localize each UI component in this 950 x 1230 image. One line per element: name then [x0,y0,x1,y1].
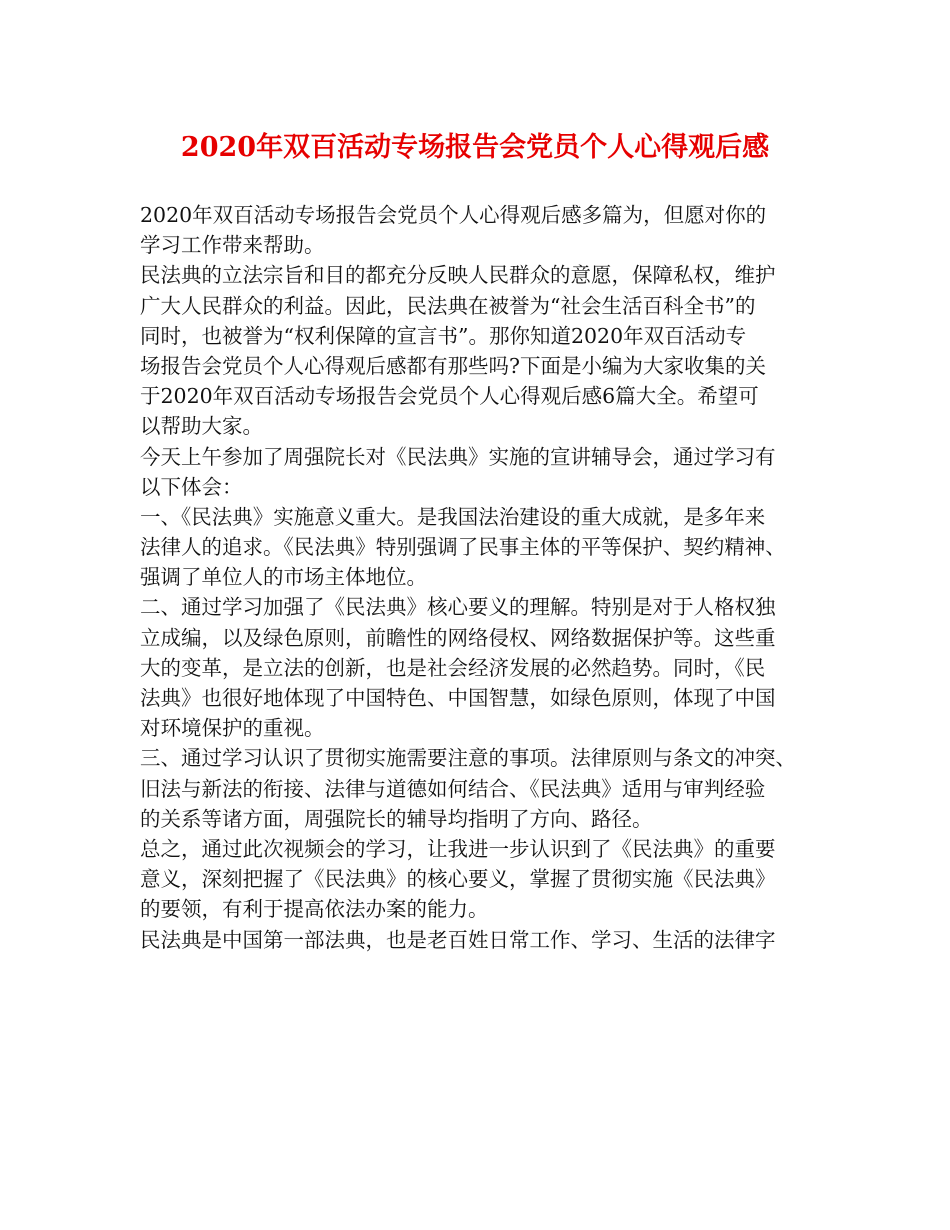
document-title: 2020年双百活动专场报告会党员个人心得观后感 [180,132,770,163]
body-line: 意义，深刻把握了《民法典》的核心要义，掌握了贯彻实施《民法典》 [140,867,776,892]
body-line: 强调了单位人的市场主体地位。 [140,565,427,590]
body-line: 法典》也很好地体现了中国特色、中国智慧，如绿色原则，体现了中国 [140,686,776,710]
body-line: 大的变革，是立法的创新，也是社会经济发展的必然趋势。同时，《民 [140,655,766,680]
body-line: 学习工作带来帮助。 [140,233,325,258]
body-line: 今天上午参加了周强院长对《民法典》实施的宣讲辅导会，通过学习有 [140,444,776,469]
body-line: 2020年双百活动专场报告会党员个人心得观后感多篇为，但愿对你的 [140,203,767,227]
body-line: 三、通过学习认识了贯彻实施需要注意的事项。法律原则与条文的冲突、 [140,746,796,771]
body-line: 以帮助大家。 [140,414,263,439]
body-line: 民法典是中国第一部法典，也是老百姓日常工作、学习、生活的法律字 [140,927,776,952]
body-line: 民法典的立法宗旨和目的都充分反映人民群众的意愿，保障私权，维护 [140,263,776,288]
body-line: 的要领，有利于提高依法办案的能力。 [140,897,489,922]
body-line: 总之，通过此次视频会的学习，让我进一步认识到了《民法典》的重要 [140,836,776,861]
body-line: 一、《民法典》实施意义重大。是我国法治建设的重大成就，是多年来 [140,504,766,529]
document-body [140,200,830,955]
body-line: 广大人民群众的利益。因此，民法典在被誉为“社会生活百科全书”的 [140,293,756,318]
body-line: 的关系等诸方面，周强院长的辅导均指明了方向、路径。 [140,806,653,831]
body-line: 于2020年双百活动专场报告会党员个人心得观后感6篇大全。希望可 [140,384,759,409]
body-line: 以下体会： [140,474,243,499]
body-line: 旧法与新法的衔接、法律与道德如何结合、《民法典》适用与审判经验 [140,776,766,801]
body-line: 场报告会党员个人心得观后感都有那些吗?下面是小编为大家收集的关 [140,353,766,378]
body-line: 立成编，以及绿色原则，前瞻性的网络侵权、网络数据保护等。这些重 [140,625,776,650]
body-line: 对环境保护的重视。 [140,716,325,741]
body-line: 法律人的追求。《民法典》特别强调了民事主体的平等保护、契约精神、 [140,535,786,560]
body-line: 二、通过学习加强了《民法典》核心要义的理解。特别是对于人格权独 [140,595,776,620]
body-line: 同时，也被誉为“权利保障的宣言书”。那你知道2020年双百活动专 [140,323,747,348]
